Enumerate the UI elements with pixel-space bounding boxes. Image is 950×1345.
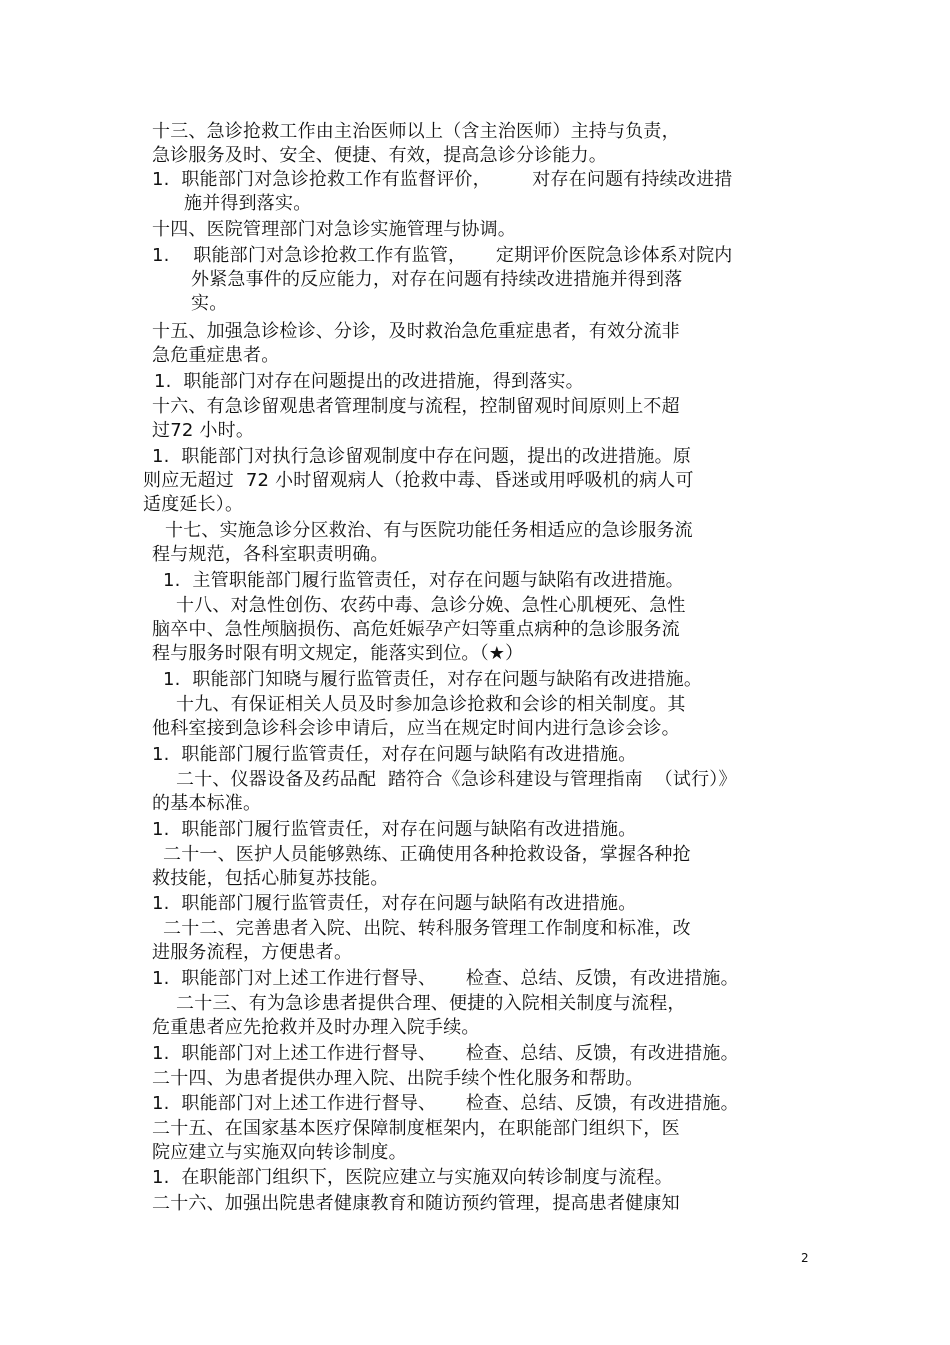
text-line: 施并得到落实。 bbox=[184, 193, 312, 214]
text-line: 十七、实施急诊分区救治、有与医院功能任务相适应的急诊服务流 bbox=[165, 520, 693, 541]
text-line: 则应无超过 72 小时留观病人（抢救中毒、昏迷或用呼吸机的病人可 bbox=[143, 470, 694, 491]
text-line: 十九、有保证相关人员及时参加急诊抢救和会诊的相关制度。其 bbox=[176, 694, 686, 715]
text-line: 危重患者应先抢救并及时办理入院手续。 bbox=[152, 1017, 480, 1038]
text-line: 1. 在职能部门组织下，医院应建立与实施双向转诊制度与流程。 bbox=[152, 1167, 673, 1188]
text-line: 1. 职能部门对执行急诊留观制度中存在问题，提出的改进措施。原 bbox=[152, 446, 692, 467]
text-line: 1. 职能部门履行监管责任，对存在问题与缺陷有改进措施。 bbox=[152, 819, 637, 840]
text-line: 实。 bbox=[191, 293, 228, 314]
text-line: 的基本标准。 bbox=[152, 793, 262, 814]
text-line: 程与服务时限有明文规定，能落实到位。（★） bbox=[152, 643, 524, 664]
text-line: 进服务流程，方便患者。 bbox=[152, 942, 353, 963]
text-line: 十五、加强急诊检诊、分诊，及时救治急危重症患者，有效分流非 bbox=[152, 321, 680, 342]
text-line: 他科室接到急诊科会诊申请后，应当在规定时间内进行急诊会诊。 bbox=[152, 718, 680, 739]
text-line: 程与规范，各科室职责明确。 bbox=[152, 544, 389, 565]
text-line: 1. 职能部门对上述工作进行督导、 检查、总结、反馈，有改进措施。 bbox=[152, 1093, 739, 1114]
text-line: 十三、急诊抢救工作由主治医师以上（含主治医师）主持与负责， bbox=[152, 121, 680, 142]
text-line: 1. 主管职能部门履行监管责任，对存在问题与缺陷有改进措施。 bbox=[163, 570, 684, 591]
page-number: 2 bbox=[801, 1251, 809, 1265]
text-line: 1. 职能部门知晓与履行监管责任，对存在问题与缺陷有改进措施。 bbox=[163, 669, 703, 690]
text-line: 1. 职能部门对上述工作进行督导、 检查、总结、反馈，有改进措施。 bbox=[152, 1043, 739, 1064]
text-line: 救技能，包括心肺复苏技能。 bbox=[152, 868, 389, 889]
text-line: 1. 职能部门对存在问题提出的改进措施，得到落实。 bbox=[154, 371, 584, 392]
text-line: 适度延长）。 bbox=[143, 494, 244, 515]
text-line: 急危重症患者。 bbox=[152, 345, 280, 366]
text-line: 二十五、在国家基本医疗保障制度框架内，在职能部门组织下，医 bbox=[152, 1118, 680, 1139]
text-line: 外紧急事件的反应能力，对存在问题有持续改进措施并得到落 bbox=[191, 269, 683, 290]
text-line: 二十二、完善患者入院、出院、转科服务管理工作制度和标准，改 bbox=[163, 918, 691, 939]
text-line: 十六、有急诊留观患者管理制度与流程，控制留观时间原则上不超 bbox=[152, 396, 680, 417]
text-line: 十八、对急性创伤、农药中毒、急诊分娩、急性心肌梗死、急性 bbox=[176, 595, 686, 616]
text-line: 1. 职能部门对急诊抢救工作有监管， 定期评价医院急诊体系对院内 bbox=[152, 245, 733, 266]
text-line: 二十六、加强出院患者健康教育和随访预约管理，提高患者健康知 bbox=[152, 1193, 680, 1214]
text-line: 过72 小时。 bbox=[152, 420, 255, 441]
text-line: 脑卒中、急性颅脑损伤、高危妊娠孕产妇等重点病种的急诊服务流 bbox=[152, 619, 680, 640]
text-line: 急诊服务及时、安全、便捷、有效，提高急诊分诊能力。 bbox=[152, 145, 607, 166]
text-line: 1. 职能部门履行监管责任，对存在问题与缺陷有改进措施。 bbox=[152, 893, 637, 914]
text-line: 1. 职能部门对急诊抢救工作有监督评价， 对存在问题有持续改进措 bbox=[152, 169, 733, 190]
text-line: 1. 职能部门对上述工作进行督导、 检查、总结、反馈，有改进措施。 bbox=[152, 968, 739, 989]
text-line: 二十四、为患者提供办理入院、出院手续个性化服务和帮助。 bbox=[152, 1068, 644, 1089]
text-line: 院应建立与实施双向转诊制度。 bbox=[152, 1142, 407, 1163]
text-line: 二十、仪器设备及药品配 踏符合《急诊科建设与管理指南 （试行）》 bbox=[176, 769, 737, 790]
text-line: 十四、医院管理部门对急诊实施管理与协调。 bbox=[152, 219, 516, 240]
text-line: 二十三、有为急诊患者提供合理、便捷的入院相关制度与流程， bbox=[176, 993, 686, 1014]
text-line: 二十一、医护人员能够熟练、正确使用各种抢救设备，掌握各种抢 bbox=[163, 844, 691, 865]
text-line: 1. 职能部门履行监管责任，对存在问题与缺陷有改进措施。 bbox=[152, 744, 637, 765]
